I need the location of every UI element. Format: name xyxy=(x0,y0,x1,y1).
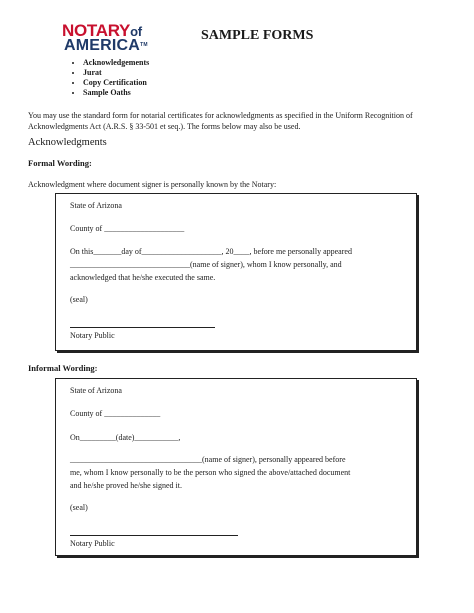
notary-public-label: Notary Public xyxy=(70,331,115,340)
county-line: County of ____________________ xyxy=(70,224,185,233)
forms-list xyxy=(66,58,149,98)
notary-of-america-logo xyxy=(62,22,166,54)
seal-label: (seal) xyxy=(70,295,88,304)
list-item: • Sample Oaths xyxy=(83,88,149,98)
formal-wording-heading: Formal Wording: xyxy=(28,158,92,168)
informal-wording-heading: Informal Wording: xyxy=(28,363,98,373)
list-item: • Jurat xyxy=(83,68,149,78)
date-line: On_________(date)___________, xyxy=(70,433,181,442)
informal-form-box xyxy=(55,378,417,556)
logo-line-2: AMERICA™ xyxy=(64,37,148,54)
seal-label: (seal) xyxy=(70,503,88,512)
state-line: State of Arizona xyxy=(70,201,122,210)
page-title: SAMPLE FORMS xyxy=(201,28,314,43)
list-item: • Copy Certification xyxy=(83,78,149,88)
section-heading: Acknowledgments xyxy=(28,137,107,148)
signer-line: _________________________________(name of signer), personally appeared before xyxy=(70,455,346,464)
county-line: County of ______________ xyxy=(70,409,161,418)
body-line-2: and he/she proved he/she signed it. xyxy=(70,481,182,490)
executed-line: acknowledged that he/she executed the same. xyxy=(70,273,216,282)
intro-paragraph: You may use the standard form for notarial certificates for acknowledgments as specified in the Uniform Recognition of Acknowledgments Act (A.R.S. § 33-501 et seq.). The forms below may also be used. xyxy=(28,111,413,131)
formal-form-box xyxy=(55,193,417,351)
signature-rule xyxy=(70,327,215,328)
state-line: State of Arizona xyxy=(70,386,122,395)
signature-rule xyxy=(70,535,238,536)
notary-public-label: Notary Public xyxy=(70,539,115,548)
logo-line-1: NOTARYof xyxy=(62,21,142,40)
formal-caption: Acknowledgment where document signer is personally known by the Notary: xyxy=(28,180,277,189)
list-item: • Acknowledgements xyxy=(83,58,149,68)
signer-line: ______________________________(name of signer), whom I know personally, and xyxy=(70,260,342,269)
date-line: On this_______day of____________________, 20____, before me personally appeared xyxy=(70,247,352,256)
body-line-1: me, whom I know personally to be the person who signed the above/attached document xyxy=(70,468,351,477)
